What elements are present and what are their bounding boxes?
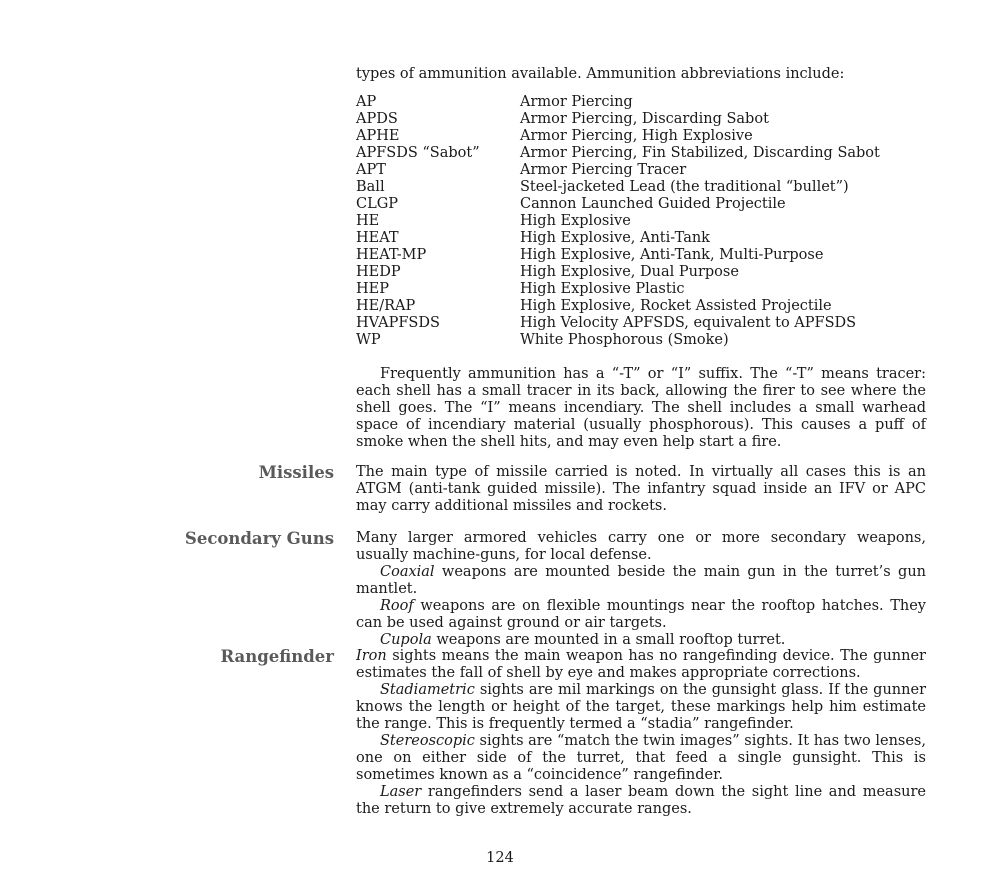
abbreviation-description: High Explosive, Rocket Assisted Projectile — [520, 298, 832, 314]
abbreviation-row — [356, 230, 926, 247]
stadiametric-paragraph — [356, 682, 926, 733]
iron-text: sights means the main weapon has no rangefinding device. The gunner estimates the fall of shell by eye and makes appropriate corrections. — [356, 648, 926, 681]
abbreviation-row — [356, 247, 926, 264]
stadiametric-text: sights are mil markings on the gunsight glass. If the gunner knows the length or height of the target, these markings help him estimate the range. This is frequently termed a “stadia” rangefinder. — [356, 682, 926, 732]
abbreviation-code: HE/RAP — [356, 298, 416, 314]
missiles-paragraph: The main type of missile carried is noted. In virtually all cases this is an ATGM (anti-tank guided missile). The infantry squad inside an IFV or APC may carry additional missiles and rockets. — [356, 464, 926, 514]
abbreviation-code: HEDP — [356, 264, 401, 280]
abbreviation-description: Steel-jacketed Lead (the traditional “bullet”) — [520, 179, 849, 195]
abbreviation-description: Armor Piercing Tracer — [520, 162, 687, 178]
abbreviation-description: High Velocity APFSDS, equivalent to APFSDS — [520, 315, 857, 331]
abbreviation-row — [356, 213, 926, 230]
iron-paragraph — [356, 648, 926, 682]
secondary-guns-section — [356, 530, 926, 649]
laser-paragraph — [356, 784, 926, 818]
abbreviation-description: High Explosive, Anti-Tank, Multi-Purpose — [520, 247, 824, 263]
abbreviation-description: High Explosive, Dual Purpose — [520, 264, 739, 280]
abbreviation-description: Armor Piercing — [520, 94, 633, 110]
iron-term: Iron — [356, 648, 387, 664]
rangefinder-heading: Rangefinder — [220, 647, 334, 666]
page-number: 124 — [486, 850, 514, 866]
stereoscopic-term: Stereoscopic — [380, 733, 475, 749]
coaxial-paragraph — [356, 564, 926, 598]
abbreviation-row — [356, 281, 926, 298]
coaxial-term: Coaxial — [380, 564, 435, 580]
abbreviation-row — [356, 315, 926, 332]
abbreviation-row — [356, 128, 926, 145]
abbreviation-list — [356, 94, 926, 349]
abbreviation-row — [356, 145, 926, 162]
coaxial-text: weapons are mounted beside the main gun in the turret’s gun mantlet. — [356, 564, 926, 597]
abbreviation-code: CLGP — [356, 196, 399, 212]
abbreviation-code: HEP — [356, 281, 389, 297]
stadiametric-term: Stadiametric — [380, 682, 475, 698]
abbreviation-code: APT — [356, 162, 386, 178]
abbreviation-row — [356, 264, 926, 281]
stereoscopic-text: sights are “match the twin images” sights. It has two lenses, one on either side of the turret, that feed a single gunsight. This is sometimes known as a “coincidence” rangefinder. — [356, 733, 926, 783]
abbreviation-description: Armor Piercing, Discarding Sabot — [520, 111, 769, 127]
abbreviation-description: High Explosive, Anti-Tank — [520, 230, 710, 246]
missiles-section — [356, 464, 926, 515]
abbreviation-row — [356, 196, 926, 213]
abbreviation-row — [356, 332, 926, 349]
cupola-term: Cupola — [380, 632, 432, 648]
abbreviation-row — [356, 298, 926, 315]
abbreviation-code: HVAPFSDS — [356, 315, 440, 331]
roof-text: weapons are on flexible mountings near the rooftop hatches. They can be used against ground or air targets. — [356, 598, 926, 631]
abbreviation-description: Armor Piercing, Fin Stabilized, Discarding Sabot — [520, 145, 880, 161]
rangefinder-section — [356, 648, 926, 818]
abbreviation-description: High Explosive Plastic — [520, 281, 685, 297]
cupola-paragraph — [356, 632, 926, 649]
abbreviation-description: Armor Piercing, High Explosive — [520, 128, 753, 144]
laser-term: Laser — [380, 784, 422, 800]
intro-line: types of ammunition available. Ammunition abbreviations include: — [356, 66, 845, 82]
abbreviation-code: APFSDS “Sabot” — [356, 145, 480, 161]
abbreviation-description: White Phosphorous (Smoke) — [520, 332, 729, 348]
abbreviation-code: HEAT-MP — [356, 247, 427, 263]
abbreviation-row — [356, 111, 926, 128]
abbreviation-code: Ball — [356, 179, 385, 195]
abbreviation-code: APDS — [356, 111, 398, 127]
secondary-guns-heading: Secondary Guns — [184, 529, 334, 548]
abbreviation-code: HE — [356, 213, 380, 229]
roof-paragraph — [356, 598, 926, 632]
suffix-paragraph: Frequently ammunition has a “-T” or “I” suffix. The “-T” means tracer: each shell has a small tracer in its back, allowing the firer to see where the shell goes. The “I” means incendiary. The shell includes a small warhead space of incendiary material (usually phosphorous). This causes a puff of smoke when the shell hits, and may even help start a fire. — [356, 366, 926, 450]
abbreviation-code: APHE — [356, 128, 400, 144]
abbreviation-code: WP — [356, 332, 381, 348]
abbreviation-description: Cannon Launched Guided Projectile — [520, 196, 786, 212]
missiles-heading: Missiles — [258, 463, 334, 482]
laser-text: rangefinders send a laser beam down the sight line and measure the return to give extremely accurate ranges. — [356, 784, 926, 817]
roof-term: Roof — [380, 598, 414, 614]
abbreviation-row — [356, 162, 926, 179]
abbreviation-description: High Explosive — [520, 213, 631, 229]
abbreviation-row — [356, 179, 926, 196]
stereoscopic-paragraph — [356, 733, 926, 784]
abbreviation-row — [356, 94, 926, 111]
cupola-text: weapons are mounted in a small rooftop turret. — [431, 632, 786, 648]
abbreviation-code: AP — [356, 94, 377, 110]
suffix-section — [356, 366, 926, 451]
secondary-guns-intro: Many larger armored vehicles carry one or more secondary weapons, usually machine-guns, for local defense. — [356, 530, 926, 563]
abbreviation-code: HEAT — [356, 230, 399, 246]
